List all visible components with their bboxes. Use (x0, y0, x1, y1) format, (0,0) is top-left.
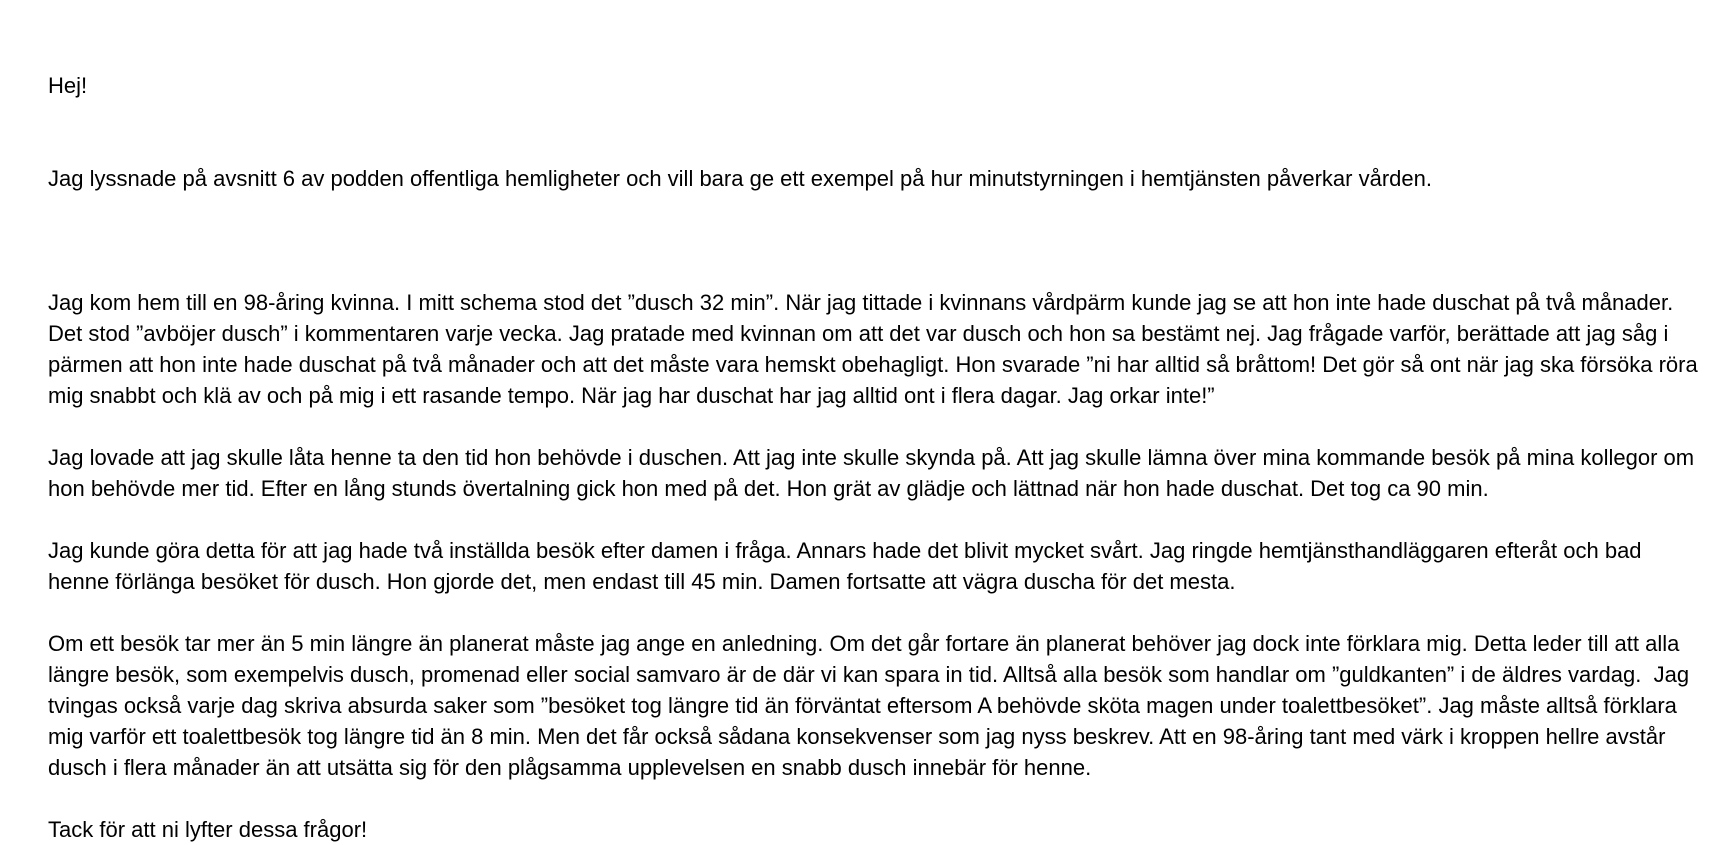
paragraph-cancelled-visits: Jag kunde göra detta för att jag hade två inställda besök efter damen i fråga. Annars hade det blivit mycket svårt. Jag ringde hemtjänsthandläggaren efteråt och bad henne förlänga besöket för dusch. Hon gjorde det, men endast till 45 min. Damen fortsatte att vägra duscha för det mesta. (48, 538, 1648, 594)
intro-line: Jag lyssnade på avsnitt 6 av podden offentliga hemligheter och vill bara ge ett exempel på hur minutstyrningen i hemtjänsten påverkar vården. (48, 166, 1432, 191)
greeting-line: Hej! (48, 73, 88, 98)
paragraph-shower-story: Jag kom hem till en 98-åring kvinna. I mitt schema stod det ”dusch 32 min”. När jag tittade i kvinnans vårdpärm kunde jag se att hon inte hade duschat på två månader. Det stod ”avböjer dusch” i kommentaren varje vecka. Jag pratade med kvinnan om att det var dusch och hon sa bestämt nej. Jag frågade varför, berättade att jag såg i pärmen att hon inte hade duschat på två månader och att det måste vara hemskt obehagligt. Hon svarade ”ni har alltid så bråttom! Det gör så ont när jag ska försöka röra mig snabbt och klä av och på mig i ett rasande tempo. När jag har duschat har jag alltid ont i flera dagar. Jag orkar inte!” (48, 290, 1704, 408)
greeting-block (48, 8, 1700, 256)
closing-line: Tack för att ni lyfter dessa frågor! (48, 817, 368, 842)
paragraph-promise: Jag lovade att jag skulle låta henne ta den tid hon behövde i duschen. Att jag inte skulle skynda på. Att jag skulle lämna över mina kommande besök på mina kollegor om hon behövde mer tid. Efter en lång stunds övertalning gick hon med på det. Hon grät av glädje och lättnad när hon hade duschat. Det tog ca 90 min. (48, 445, 1701, 501)
paragraph-time-rules: Om ett besök tar mer än 5 min längre än planerat måste jag ange en anledning. Om det går fortare än planerat behöver jag dock inte förklara mig. Detta leder till att alla längre besök, som exempelvis dusch, promenad eller social samvaro är de där vi kan spara in tid. Alltså alla besök som handlar om ”guldkanten” i de äldres vardag. Jag tvingas också varje dag skriva absurda saker som ”besöket tog längre tid än förväntat eftersom A behövde sköta magen under toalettbesöket”. Jag måste alltså förklara mig varför ett toalettbesök tog längre tid än 8 min. Men det får också sådana konsekvenser som jag nyss beskrev. Att en 98-åring tant med värk i kroppen hellre avstår dusch i flera månader än att utsätta sig för den plågsamma upplevelsen en snabb dusch innebär för henne. (48, 631, 1696, 780)
